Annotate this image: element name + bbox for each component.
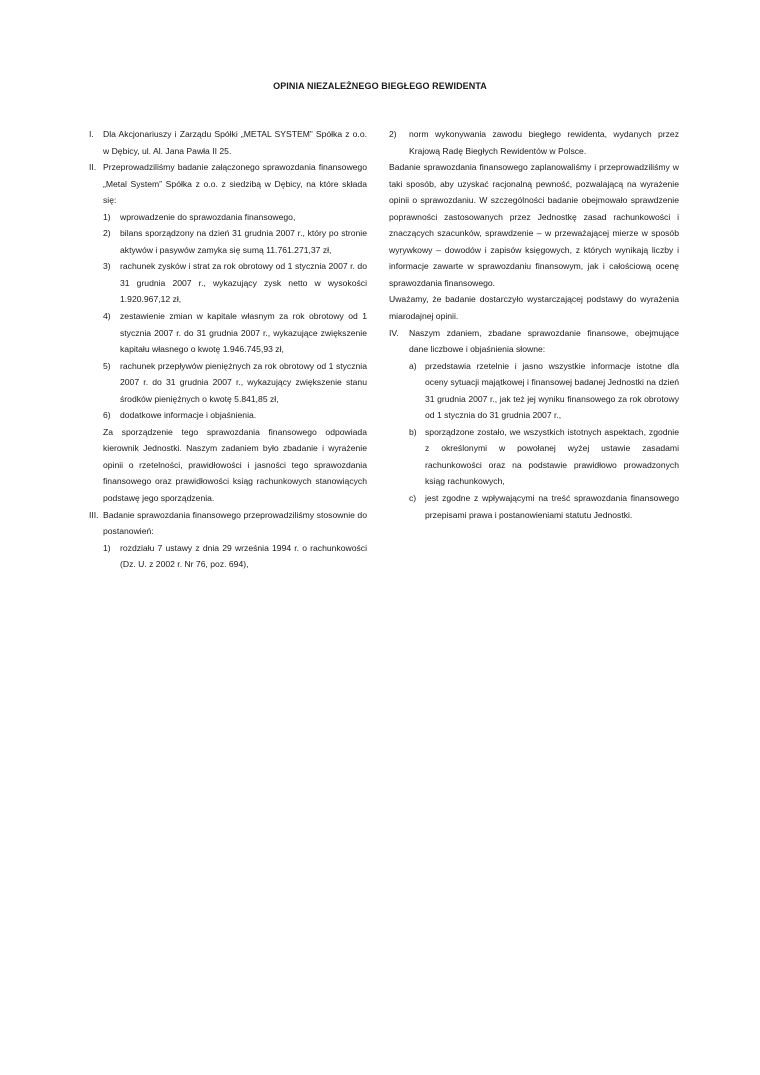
- audit-scope-paragraph: Badanie sprawozdania finansowego zaplanowaliśmy i przeprowadziliśmy w taki sposób, aby uzyskać racjonalną pewność, pozwalającą na wyrażenie opinii o sprawozdaniu. W szczególności badanie obejmowało sprawdzenie poprawności zastosowanych przez Jednostkę zasad rachunkowości i znaczących szacunków, sprawdzenie – w przeważającej mierze w sposób wyrywkowy – dowodów i zapisów księgowych, z których wynikają liczby i informacje zawarte w sprawozdaniu finansowym, jak i całościową ocenę sprawozdania finansowego.: [389, 162, 679, 288]
- list-marker: c): [409, 493, 417, 504]
- list-item: [103, 225, 367, 258]
- list-text: norm wykonywania zawodu biegłego rewidenta, wydanych przez Krajową Radę Biegłych Rewidentów w Polsce.: [409, 129, 679, 156]
- left-column: [89, 126, 367, 573]
- list-marker: a): [409, 360, 417, 371]
- section-ii-closing: Za sporządzenie tego sprawozdania finansowego odpowiada kierownik Jednostki. Naszym zadaniem było zbadanie i wyrażenie opinii o rzetelności, prawidłowości i jasności tego sprawozdania finansowego oraz prawidłowości ksiąg rachunkowych stanowiących podstawę jego sporządzenia.: [103, 426, 367, 504]
- section-i: [89, 126, 367, 159]
- list-item: [389, 126, 679, 159]
- list-item: [389, 358, 679, 424]
- section-ii: [89, 159, 367, 209]
- list-text: bilans sporządzony na dzień 31 grudnia 2007 r., który po stronie aktywów i pasywów zamyka się sumą 11.761.271,37 zł,: [120, 228, 367, 255]
- section-text: Dla Akcjonariuszy i Zarządu Spółki „METAL SYSTEM” Spółka z o.o. w Dębicy, ul. Al. Jana Pawła II 25.: [103, 129, 367, 156]
- list-text: wprowadzenie do sprawozdania finansowego,: [120, 211, 296, 222]
- list-marker: 2): [103, 228, 111, 239]
- list-text: zestawienie zmian w kapitale własnym za rok obrotowy od 1 stycznia 2007 r. do 31 grudnia 2007 r., wykazujące zwiększenie kapitału własnego o kwotę 1.946.745,93 zł,: [120, 311, 367, 355]
- list-item: [389, 424, 679, 490]
- section-marker: IV.: [389, 327, 399, 338]
- list-text: rachunek przepływów pieniężnych za rok obrotowy od 1 stycznia 2007 r. do 31 grudnia 2007 r., wykazujący zwiększenie stanu środków pieniężnych o kwotę 5.841,85 zł,: [120, 360, 367, 404]
- audit-basis-paragraph: Uważamy, że badanie dostarczyło wystarczającej podstawy do wyrażenia miarodajnej opinii.: [389, 294, 679, 322]
- list-item: [103, 358, 367, 408]
- section-marker: I.: [89, 129, 94, 139]
- section-marker: II.: [89, 162, 97, 173]
- list-item: [103, 258, 367, 308]
- list-marker: 6): [103, 410, 111, 421]
- list-marker: 2): [389, 129, 397, 139]
- list-marker: 3): [103, 261, 111, 272]
- list-text: dodatkowe informacje i objaśnienia.: [120, 410, 257, 421]
- list-marker: b): [409, 426, 417, 437]
- section-iii: [89, 507, 367, 540]
- list-text: przedstawia rzetelnie i jasno wszystkie informacje istotne dla oceny sytuacji majątkowej i finansowej badanej Jednostki na dzień 31 grudnia 2007 r., jak też jej wyniku finansowego za rok obrotowy od 1 stycznia do 31 grudnia 2007 r.,: [425, 360, 679, 421]
- section-iv: [389, 325, 679, 358]
- section-intro: Naszym zdaniem, zbadane sprawozdanie finansowe, obejmujące dane liczbowe i objaśnienia słowne:: [409, 327, 679, 355]
- list-marker: 1): [103, 211, 111, 222]
- list-item: [103, 308, 367, 358]
- list-text: sporządzone zostało, we wszystkich istotnych aspektach, zgodnie z określonymi w powołanej wyżej ustawie zasadami rachunkowości oraz na podstawie prawidłowo prowadzonych ksiąg rachunkowych,: [425, 426, 679, 487]
- list-text: jest zgodne z wpływającymi na treść sprawozdania finansowego przepisami prawa i postanowieniami statutu Jednostki.: [425, 493, 679, 520]
- section-intro: Przeprowadziliśmy badanie załączonego sprawozdania finansowego „Metal System” Spółka z o.o. z siedzibą w Dębicy, na które składa się:: [103, 162, 367, 206]
- list-item: [103, 540, 367, 573]
- list-text: rozdziału 7 ustawy z dnia 29 września 1994 r. o rachunkowości (Dz. U. z 2002 r. Nr 76, poz. 694),: [120, 542, 367, 570]
- list-item: [389, 490, 679, 523]
- section-intro: Badanie sprawozdania finansowego przeprowadziliśmy stosownie do postanowień:: [103, 509, 367, 537]
- section-marker: III.: [89, 509, 99, 520]
- list-marker: 5): [103, 360, 111, 371]
- document-title: OPINIA NIEZALEŻNEGO BIEGŁEGO REWIDENTA: [273, 81, 487, 91]
- list-marker: 1): [103, 542, 111, 553]
- list-item: [103, 407, 367, 424]
- list-text: rachunek zysków i strat za rok obrotowy od 1 stycznia 2007 r. do 31 grudnia 2007 r., wykazujący zysk netto w wysokości 1.920.967,12 zł,: [120, 261, 367, 305]
- right-column: [389, 126, 679, 523]
- list-marker: 4): [103, 311, 111, 322]
- list-item: [103, 209, 367, 226]
